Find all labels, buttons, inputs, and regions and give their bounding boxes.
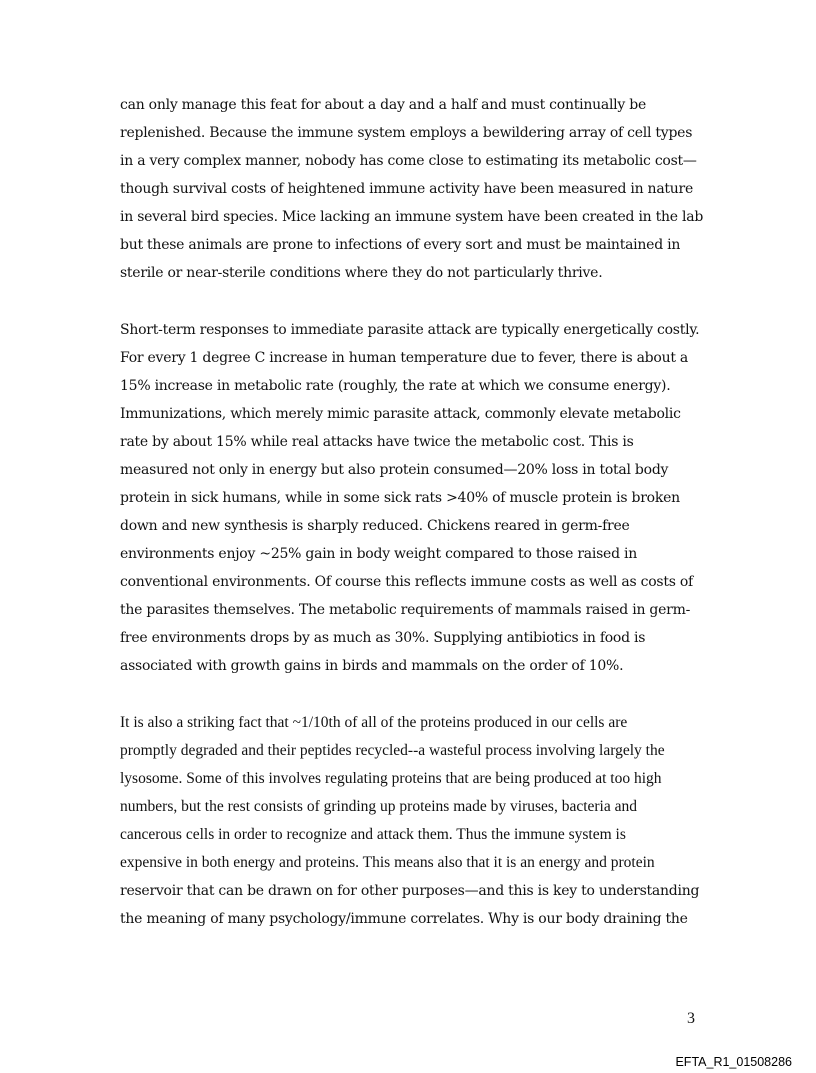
text-line: cancerous cells in order to recognize and attack them. Thus the immune system is — [120, 826, 626, 843]
text-line: promptly degraded and their peptides recycled--a wasteful process involving largely the — [120, 742, 665, 759]
text-line: in a very complex manner, nobody has come close to estimating its metabolic cost— — [120, 153, 697, 169]
text-line: in several bird species. Mice lacking an immune system have been created in the lab — [120, 209, 704, 225]
text-line: replenished. Because the immune system employs a bewildering array of cell types — [120, 125, 693, 141]
text-line: Immunizations, which merely mimic parasite attack, commonly elevate metabolic — [120, 406, 681, 422]
text-line: rate by about 15% while real attacks have twice the metabolic cost. This is — [120, 434, 634, 450]
text-line: For every 1 degree C increase in human temperature due to fever, there is about a — [120, 350, 689, 366]
text-line: but these animals are prone to infections of every sort and must be maintained in — [120, 237, 681, 253]
text-line: free environments drops by as much as 30%. Supplying antibiotics in food is — [120, 630, 646, 646]
text-line: can only manage this feat for about a day and a half and must continually be — [120, 97, 647, 113]
text-line: associated with growth gains in birds and mammals on the order of 10%. — [120, 658, 624, 674]
text-line: though survival costs of heightened immune activity have been measured in nature — [120, 181, 694, 197]
text-line: the parasites themselves. The metabolic requirements of mammals raised in germ- — [120, 602, 691, 618]
text-line: reservoir that can be drawn on for other purposes—and this is key to understanding — [120, 883, 700, 899]
paragraph-3 — [120, 709, 710, 933]
text-line: expensive in both energy and proteins. This means also that it is an energy and protein — [120, 854, 655, 871]
text-line: environments enjoy ~25% gain in body weight compared to those raised in — [120, 546, 637, 562]
text-line: down and new synthesis is sharply reduced. Chickens reared in germ-free — [120, 518, 630, 534]
paragraph-1 — [120, 91, 710, 287]
text-line: 15% increase in metabolic rate (roughly, the rate at which we consume energy). — [120, 378, 671, 394]
paragraph-2 — [120, 316, 710, 680]
document-id-stamp: EFTA_R1_01508286 — [675, 1055, 792, 1069]
text-line: numbers, but the rest consists of grinding up proteins made by viruses, bacteria and — [120, 798, 637, 815]
text-line: measured not only in energy but also protein consumed—20% loss in total body — [120, 462, 669, 478]
text-line: sterile or near-sterile conditions where they do not particularly thrive. — [120, 265, 603, 281]
text-line: It is also a striking fact that ~1/10th of all of the proteins produced in our cells are — [120, 714, 628, 731]
text-line: lysosome. Some of this involves regulating proteins that are being produced at too high — [120, 770, 662, 787]
text-line: the meaning of many psychology/immune correlates. Why is our body draining the — [120, 911, 688, 927]
page-number: 3 — [687, 1010, 695, 1027]
text-line: Short-term responses to immediate parasite attack are typically energetically costly. — [120, 322, 700, 338]
text-line: conventional environments. Of course this reflects immune costs as well as costs of — [120, 574, 693, 590]
text-line: protein in sick humans, while in some sick rats >40% of muscle protein is broken — [120, 490, 680, 506]
